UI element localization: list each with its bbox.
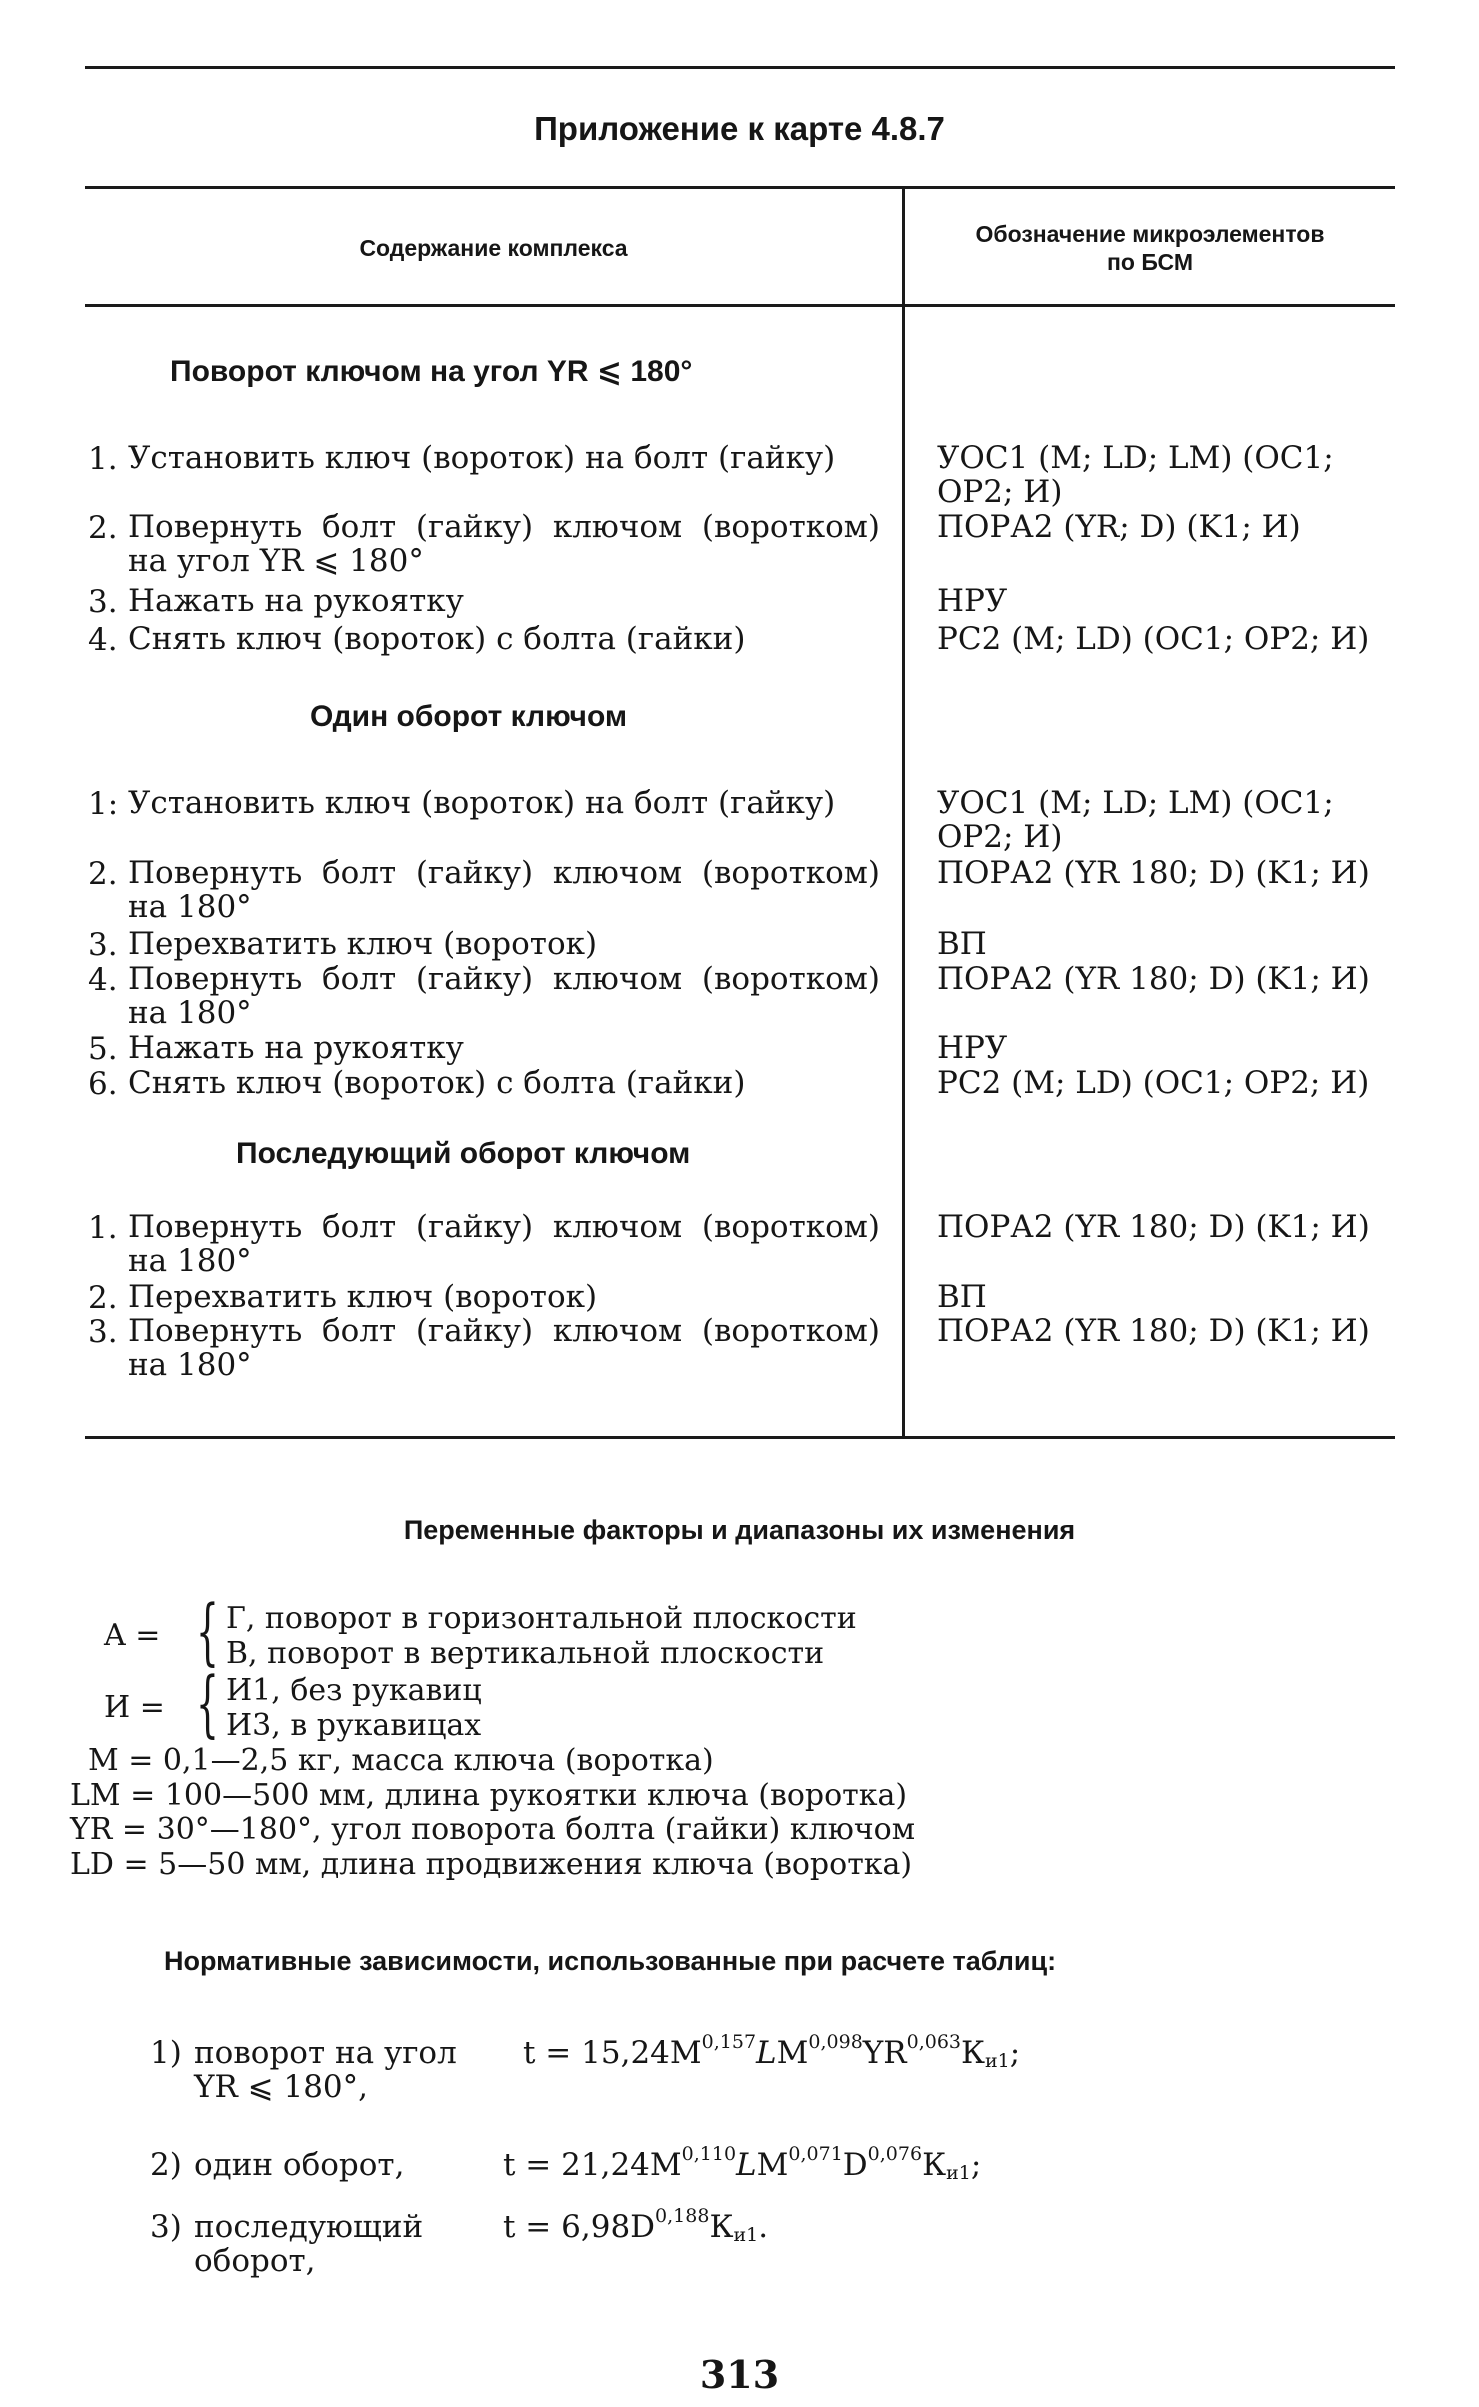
formula-label: один оборот,	[194, 2147, 405, 2183]
var-I-option-1: И1, без рукавиц	[226, 1673, 482, 1708]
row-code: РС2 (M; LD) (OC1; OP2; И)	[937, 1065, 1370, 1101]
row-number: 3.	[88, 1314, 118, 1350]
row-code: НРУ	[937, 1030, 1008, 1066]
row-code: ПОРА2 (YR 180; D) (K1; И)	[937, 1313, 1370, 1349]
formulas-title: Нормативные зависимости, использованные при расчете таблиц:	[164, 1946, 1057, 1976]
formula-expression: $t = 6,98D^{0,188}К_{и1}$.	[503, 2205, 769, 2246]
var-A-option-2: В, поворот в вертикальной плоскости	[226, 1636, 825, 1671]
formula-number: 2)	[150, 2147, 182, 2183]
column-header-notation-line1: Обозначение микроэлементов	[975, 221, 1325, 247]
row-number: 6.	[88, 1066, 118, 1102]
row-number: 3.	[88, 584, 118, 620]
formula-t: t = 6,98	[503, 2209, 631, 2245]
row-number: 1:	[88, 786, 119, 822]
row-number: 2.	[88, 1280, 118, 1316]
page-title: Приложение к карте 4.8.7	[534, 110, 945, 147]
formula-label: YR ⩽ 180°,	[194, 2069, 369, 2105]
formula-number: 3)	[150, 2209, 182, 2245]
formula-exponent: 0,071	[788, 2143, 843, 2165]
formula-k: К	[709, 2209, 734, 2245]
table-header-rule	[85, 304, 1395, 307]
formula-k-subscript: и1	[946, 2162, 971, 2184]
var-LM-line: LM = 100—500 мм, длина рукоятки ключа (воротка)	[70, 1778, 908, 1813]
row-text: Повернуть болт (гайку) ключом (воротком) на 180°	[128, 1313, 880, 1383]
row-number: 3.	[88, 927, 118, 963]
column-header-notation	[905, 220, 1395, 276]
row-text: Перехватить ключ (вороток)	[128, 926, 598, 962]
formula-t: t = 15,24	[523, 2035, 670, 2071]
table-column-divider	[902, 186, 905, 1436]
formula-end: ;	[1009, 2035, 1021, 2071]
section-title: Поворот ключом на угол YR ⩽ 180°	[170, 355, 693, 388]
var-LD-line: LD = 5—50 мм, длина продвижения ключа (воротка)	[70, 1847, 913, 1882]
row-code: ПОРА2 (YR; D) (K1; И)	[937, 509, 1301, 545]
formula-exponent: 0,063	[906, 2031, 962, 2053]
table-bottom-rule	[85, 1436, 1395, 1439]
formula-exponent: 0,076	[867, 2143, 923, 2165]
row-number: 1.	[88, 1210, 118, 1246]
brace-icon: {	[196, 1661, 219, 1745]
row-text: Повернуть болт (гайку) ключом (воротком) на угол YR ⩽ 180°	[128, 509, 880, 579]
formula-exponent: 0,098	[808, 2031, 863, 2053]
formula-k: К	[961, 2035, 986, 2071]
row-number: 4.	[88, 962, 118, 998]
row-text: Снять ключ (вороток) с болта (гайки)	[128, 621, 746, 657]
brace-icon: {	[196, 1589, 219, 1673]
formula-t: t = 21,24	[503, 2147, 650, 2183]
var-A-label: A =	[104, 1618, 161, 1653]
formula-k-subscript: и1	[733, 2224, 759, 2246]
row-text: Нажать на рукоятку	[128, 583, 464, 619]
column-header-notation-line2: по БСМ	[1106, 249, 1194, 275]
row-code: УОС1 (M; LD; LM) (OC1; OP2; И)	[937, 440, 1334, 510]
section-title: Один оборот ключом	[310, 700, 628, 733]
var-M-line: M = 0,1—2,5 кг, масса ключа (воротка)	[88, 1743, 714, 1778]
formula-exponent: 0,188	[655, 2205, 710, 2227]
row-number: 2.	[88, 510, 118, 546]
variables-title: Переменные факторы и диапазоны их изменения	[403, 1515, 1076, 1545]
row-text: Нажать на рукоятку	[128, 1030, 464, 1066]
var-YR-line: YR = 30°—180°, угол поворота болта (гайки) ключом	[70, 1812, 916, 1847]
section-title: Последующий оборот ключом	[236, 1137, 691, 1170]
formula-exponent: 0,157	[701, 2031, 757, 2053]
row-code: РС2 (M; LD) (OC1; OP2; И)	[937, 621, 1370, 657]
row-text: Установить ключ (вороток) на болт (гайку)	[128, 440, 836, 476]
column-header-content: Содержание комплекса	[359, 235, 628, 261]
row-text: Повернуть болт (гайку) ключом (воротком) на 180°	[128, 961, 880, 1031]
row-text: Повернуть болт (гайку) ключом (воротком) на 180°	[128, 855, 880, 925]
formula-label: последующий	[194, 2209, 424, 2245]
row-code: НРУ	[937, 583, 1008, 619]
var-A-option-1: Г, поворот в горизонтальной плоскости	[226, 1601, 857, 1636]
row-code: ВП	[937, 1279, 987, 1315]
row-code: УОС1 (M; LD; LM) (OC1; OP2; И)	[937, 785, 1334, 855]
row-number: 2.	[88, 856, 118, 892]
row-number: 5.	[88, 1031, 118, 1067]
var-I-label: И =	[104, 1690, 165, 1725]
row-number: 1.	[88, 441, 118, 477]
formula-k: К	[922, 2147, 947, 2183]
formula-label: поворот на угол	[194, 2035, 457, 2071]
row-text: Установить ключ (вороток) на болт (гайку)	[128, 785, 836, 821]
row-code: ПОРА2 (YR 180; D) (K1; И)	[937, 855, 1370, 891]
row-text: Перехватить ключ (вороток)	[128, 1279, 598, 1315]
row-text: Повернуть болт (гайку) ключом (воротком) на 180°	[128, 1209, 880, 1279]
top-rule	[85, 66, 1395, 69]
row-code: ПОРА2 (YR 180; D) (K1; И)	[937, 1209, 1370, 1245]
row-code: ПОРА2 (YR 180; D) (K1; И)	[937, 961, 1370, 997]
formula-exponent: 0,110	[681, 2143, 737, 2165]
var-I-option-2: И3, в рукавицах	[226, 1708, 482, 1743]
row-number: 4.	[88, 622, 118, 658]
row-text: Снять ключ (вороток) с болта (гайки)	[128, 1065, 746, 1101]
formula-number: 1)	[150, 2035, 182, 2071]
formula-expression: $t = 15,24M^{0,157}LM^{0,098}YR^{0,063}К_{и1}$;	[523, 2031, 1021, 2072]
formula-end: ;	[970, 2147, 982, 2183]
row-code: ВП	[937, 926, 987, 962]
table-top-rule	[85, 186, 1395, 189]
formula-expression: $t = 21,24M^{0,110}LM^{0,071}D^{0,076}К_{и1}$;	[503, 2143, 982, 2184]
page-number: 313	[699, 2352, 780, 2397]
formula-end: .	[758, 2209, 769, 2245]
formula-k-subscript: и1	[985, 2050, 1010, 2072]
formula-label: оборот,	[194, 2243, 316, 2279]
